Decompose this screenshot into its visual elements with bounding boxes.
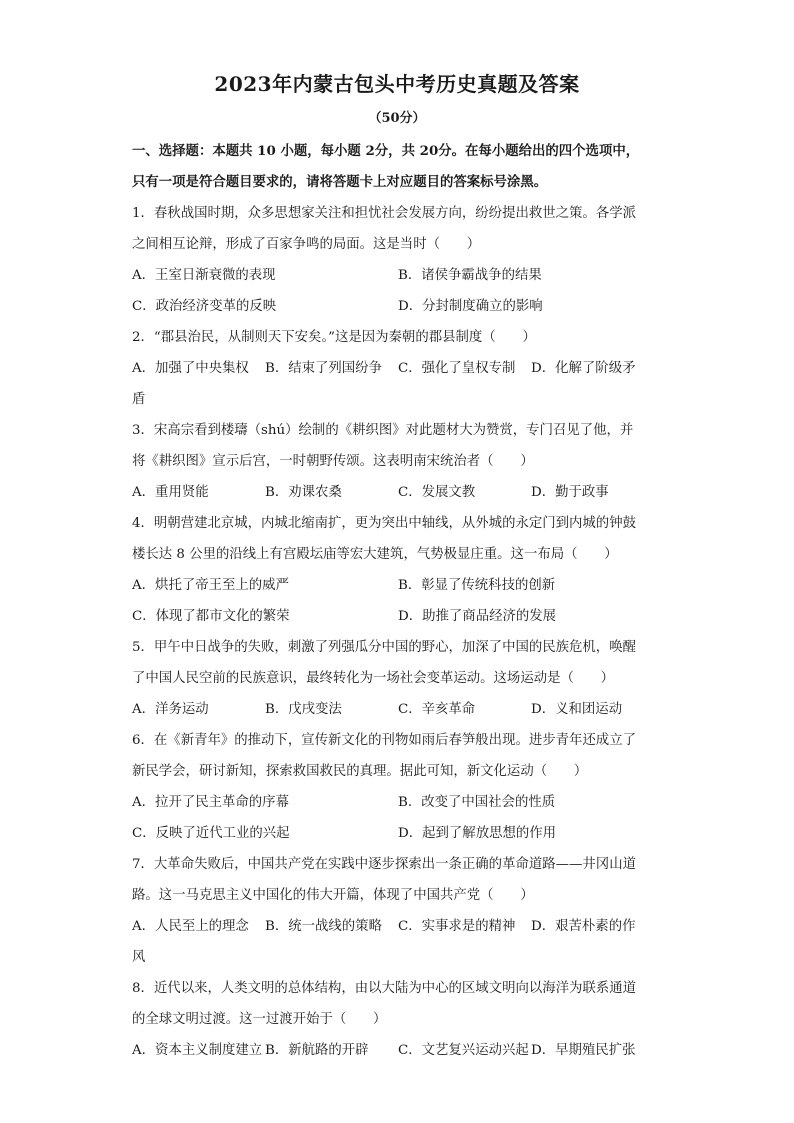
option-d: D．艰苦朴素的作 <box>531 919 636 934</box>
option-b: B．劝课农桑 <box>265 485 342 500</box>
total-score: （50分） <box>368 111 426 126</box>
question-6-stem: 6．在《新青年》的推动下，宣传新文化的刊物如雨后春笋般出现。进步青年还成立了 <box>132 733 636 748</box>
question-3-options <box>132 477 664 508</box>
option-c: C．实事求是的精神 <box>398 919 516 934</box>
question-5-options <box>132 694 664 725</box>
option-d: D．起到了解放思想的作用 <box>398 826 557 841</box>
option-d: D．助推了商品经济的发展 <box>398 609 557 624</box>
question-4-options <box>132 570 664 601</box>
question-8-stem: 8．近代以来，人类文明的总体结构，由以大陆为中心的区域文明向以海洋为联系通道 <box>132 981 636 996</box>
option-b: B．新航路的开辟 <box>265 1043 369 1058</box>
option-c: C．政治经济变革的反映 <box>132 299 277 314</box>
question-1-options <box>132 291 664 322</box>
option-b: B．诸侯争霸战争的结果 <box>398 268 542 283</box>
question-4-options <box>132 601 664 632</box>
option-d: D．分封制度确立的影响 <box>398 299 543 314</box>
exam-content <box>132 136 664 1066</box>
section-heading-line: 一、选择题：本题共 10 小题，每小题 2分，共 20分。在每小题给出的四个选项中， <box>132 143 640 159</box>
question-3-stem: 3．宋高宗看到楼璹（shú）绘制的《耕织图》对此题材大为赞赏，专门召见了他，并 <box>132 423 634 438</box>
option-a: A．洋务运动 <box>132 702 209 717</box>
question-7-options <box>132 911 664 942</box>
option-d: D．义和团运动 <box>531 702 623 717</box>
option-b: B．改变了中国社会的性质 <box>398 795 556 810</box>
option-b: B．统一战线的策略 <box>265 919 382 934</box>
option-b: B．结束了列国纷争 <box>265 361 382 376</box>
option-a: A．人民至上的理念 <box>132 919 249 934</box>
option-d-wrap: 风 <box>132 950 146 965</box>
option-c: C．体现了都市文化的繁荣 <box>132 609 290 624</box>
question-6-stem: 新民学会，研讨新知，探索救国救民的真理。据此可知，新文化运动（ ） <box>132 764 588 779</box>
question-4-stem: 4．明朝营建北京城，内城北缩南扩，更为突出中轴线，从外城的永定门到内城的钟鼓 <box>132 516 636 531</box>
question-2-stem: 2．“郡县治民，从制则天下安矣。”这是因为秦朝的郡县制度（ ） <box>132 330 536 345</box>
question-7-stem: 7．大革命失败后，中国共产党在实践中逐步探索出一条正确的革命道路——井冈山道 <box>132 857 636 872</box>
option-d: D．早期殖民扩张 <box>531 1043 636 1058</box>
question-4-stem: 楼长达 8 公里的沿线上有宫殿坛庙等宏大建筑，气势极显庄重。这一布局（ ） <box>132 547 618 562</box>
question-1-stem: 1．春秋战国时期，众多思想家关注和担忧社会发展方向，纷纷提出救世之策。各学派 <box>132 206 636 221</box>
option-d: D．勤于政事 <box>531 485 609 500</box>
question-6-options <box>132 787 664 818</box>
option-c: C．强化了皇权专制 <box>398 361 516 376</box>
option-c: C．反映了近代工业的兴起 <box>132 826 290 841</box>
option-d-wrap: 盾 <box>132 392 146 407</box>
option-d: D．化解了阶级矛 <box>531 361 636 376</box>
option-a: A．烘托了帝王至上的威严 <box>132 578 289 593</box>
option-b: B．戊戌变法 <box>265 702 342 717</box>
question-8-stem: 的全球文明过渡。这一过渡开始于（ ） <box>132 1012 387 1027</box>
question-7-stem: 路。这一马克思主义中国化的伟大开篇，体现了中国共产党（ ） <box>132 888 534 903</box>
option-a: A．王室日渐衰微的表现 <box>132 268 276 283</box>
option-b: B．彰显了传统科技的创新 <box>398 578 556 593</box>
question-2-options <box>132 353 664 384</box>
option-c: C．辛亥革命 <box>398 702 476 717</box>
option-a: A．重用贤能 <box>132 485 209 500</box>
option-c: C．文艺复兴运动兴起 <box>398 1043 529 1058</box>
option-a: A．拉开了民主革命的序幕 <box>132 795 289 810</box>
question-5-stem: 了中国人民空前的民族意识，最终转化为一场社会变革运动。这场运动是（ ） <box>132 671 615 686</box>
question-6-options <box>132 818 664 849</box>
question-1-stem: 之间相互论辩，形成了百家争鸣的局面。这是当时（ ） <box>132 237 481 252</box>
question-5-stem: 5．甲午中日战争的失败，刺激了列强瓜分中国的野心，加深了中国的民族危机，唤醒 <box>132 640 636 655</box>
question-8-options <box>132 1035 664 1066</box>
option-a: A．资本主义制度建立 <box>132 1043 263 1058</box>
section-heading-line: 只有一项是符合题目要求的，请将答题卡上对应题目的答案标号涂黑。 <box>132 174 548 190</box>
question-1-options <box>132 260 664 291</box>
option-a: A．加强了中央集权 <box>132 361 249 376</box>
question-3-stem: 将《耕织图》宣示后宫，一时朝野传颂。这表明南宋统治者（ ） <box>132 454 534 469</box>
page-title: 2023年内蒙古包头中考历史真题及答案 <box>214 72 580 96</box>
option-c: C．发展文教 <box>398 485 476 500</box>
